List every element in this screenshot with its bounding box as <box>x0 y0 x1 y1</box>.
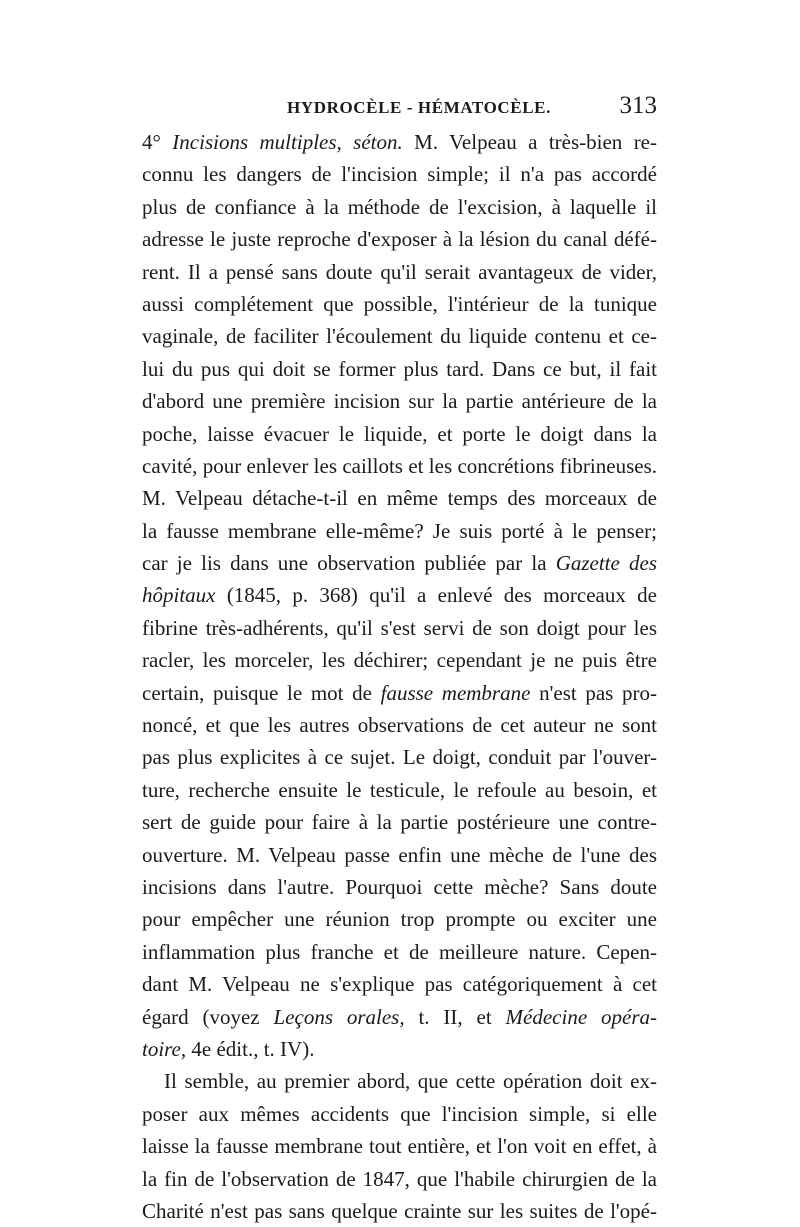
text-line <box>142 158 657 190</box>
text-segment: certain, puisque le mot de <box>142 680 381 705</box>
text-line <box>142 806 657 838</box>
text-segment: car je lis dans une observation publiée par la <box>142 551 556 576</box>
text-segment: poser aux mêmes accidents que l'incision simple, si elle <box>142 1101 657 1126</box>
text-segment: laisse la fausse membrane tout entière, et l'on voit en effet, à <box>142 1134 657 1159</box>
text-segment: aussi complétement que possible, l'intérieur de la tunique <box>142 291 657 316</box>
text-line <box>142 126 657 158</box>
text-line <box>142 320 657 352</box>
text-line <box>142 418 657 450</box>
text-segment: 4e édit., t. IV). <box>186 1036 315 1061</box>
text-segment: cavité, pour enlever les caillots et les concrétions fibrineuses. <box>142 453 657 478</box>
text-segment: vaginale, de faciliter l'écoulement du liquide contenu et ce- <box>142 324 657 349</box>
text-segment: ouverture. M. Velpeau passe enfin une mèche de l'une des <box>142 842 657 867</box>
text-line <box>142 1098 657 1130</box>
text-segment: incisions dans l'autre. Pourquoi cette mèche? Sans doute <box>142 874 657 899</box>
running-head <box>142 92 657 122</box>
text-segment: pour empêcher une réunion trop prompte ou exciter une <box>142 907 657 932</box>
text-segment: (1845, p. 368) qu'il a enlevé des morceaux de <box>215 583 657 608</box>
text-segment: rent. Il a pensé sans doute qu'il serait avantageux de vider, <box>142 259 657 284</box>
text-line <box>142 223 657 255</box>
text-line <box>142 936 657 968</box>
text-segment: noncé, et que les autres observations de cet auteur ne sont <box>142 713 657 738</box>
body-text <box>142 126 657 1227</box>
italic-text: Médecine opéra- <box>505 1004 657 1029</box>
text-segment: racler, les morceler, les déchirer; cependant je ne puis être <box>142 648 657 673</box>
text-segment: égard (voyez <box>142 1004 274 1029</box>
text-segment: 4° <box>142 130 173 154</box>
italic-text: Gazette des <box>555 551 657 576</box>
text-segment: Charité n'est pas sans quelque crainte sur les suites de l'opé- <box>142 1198 657 1223</box>
text-line <box>142 256 657 288</box>
page-number: 313 <box>619 92 657 119</box>
text-line <box>142 709 657 741</box>
text-segment: plus de confiance à la méthode de l'excision, à laquelle il <box>142 194 657 219</box>
text-segment: lui du pus qui doit se former plus tard. Dans ce but, il fait <box>142 356 657 381</box>
text-line <box>142 547 657 579</box>
running-title: HYDROCÈLE - HÉMATOCÈLE. <box>287 98 551 117</box>
text-line <box>142 1033 657 1065</box>
text-line <box>142 741 657 773</box>
text-line <box>142 1195 657 1227</box>
italic-text: Incisions multiples, séton. <box>172 130 403 154</box>
text-line <box>142 1130 657 1162</box>
italic-text: toire, <box>142 1036 187 1061</box>
text-line <box>142 515 657 547</box>
text-segment: poche, laisse évacuer le liquide, et porte le doigt dans la <box>142 421 657 446</box>
text-line <box>142 1001 657 1033</box>
italic-text: fausse membrane <box>380 680 531 705</box>
text-line <box>142 774 657 806</box>
text-line <box>142 644 657 676</box>
text-line <box>142 288 657 320</box>
text-line <box>142 903 657 935</box>
text-segment: ture, recherche ensuite le testicule, le refoule au besoin, et <box>142 777 657 802</box>
text-line <box>142 482 657 514</box>
italic-text: hôpitaux <box>142 583 216 608</box>
text-segment: connu les dangers de l'incision simple; il n'a pas accordé <box>142 162 657 187</box>
text-line <box>142 839 657 871</box>
text-segment: n'est pas pro- <box>530 680 657 705</box>
text-segment: M. Velpeau détache-t-il en même temps des morceaux de <box>142 486 657 511</box>
text-line <box>142 191 657 223</box>
text-line <box>142 353 657 385</box>
text-segment: fibrine très-adhérents, qu'il s'est servi de son doigt pour les <box>142 615 657 640</box>
text-segment: pas plus explicites à ce sujet. Le doigt, conduit par l'ouver- <box>142 745 657 770</box>
text-line <box>142 677 657 709</box>
text-segment: dant M. Velpeau ne s'explique pas catégoriquement à cet <box>142 972 657 997</box>
text-segment: la fin de l'observation de 1847, que l'habile chirurgien de la <box>142 1166 657 1191</box>
text-line <box>142 450 657 482</box>
text-line <box>142 1065 657 1097</box>
text-segment: sert de guide pour faire à la partie postérieure une contre- <box>142 810 657 835</box>
text-segment: Il semble, au premier abord, que cette opération doit ex- <box>164 1069 657 1094</box>
text-segment: inflammation plus franche et de meilleure nature. Cepen- <box>142 939 657 964</box>
text-line <box>142 871 657 903</box>
text-line <box>142 968 657 1000</box>
text-segment: la fausse membrane elle-même? Je suis porté à le penser; <box>142 518 657 543</box>
text-line <box>142 579 657 611</box>
text-segment: M. Velpeau a très-bien re- <box>402 130 657 154</box>
italic-text: Leçons orales, <box>273 1004 405 1029</box>
text-line <box>142 385 657 417</box>
text-line <box>142 1163 657 1195</box>
text-segment: t. II, et <box>404 1004 506 1029</box>
text-segment: adresse le juste reproche d'exposer à la lésion du canal défé- <box>142 227 657 252</box>
text-segment: d'abord une première incision sur la partie antérieure de la <box>142 389 657 414</box>
text-line <box>142 612 657 644</box>
